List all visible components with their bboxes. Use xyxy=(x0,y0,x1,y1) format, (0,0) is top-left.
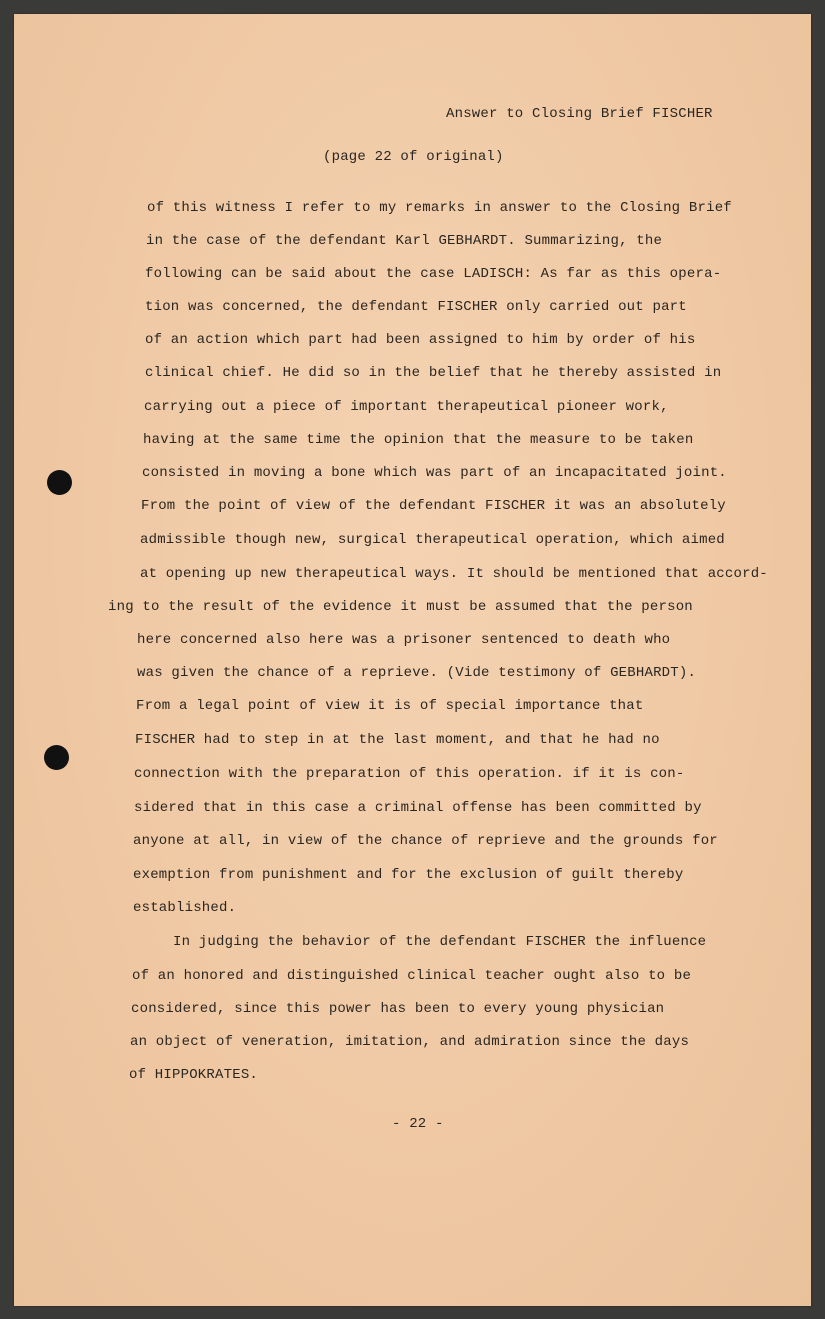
text-line-13: ing to the result of the evidence it must be assumed that the person xyxy=(108,599,693,615)
text-line-22: established. xyxy=(133,900,237,916)
document-page xyxy=(14,14,811,1306)
text-line-15: was given the chance of a reprieve. (Vide testimony of GEBHARDT). xyxy=(137,665,697,681)
text-line-18: connection with the preparation of this operation. if it is con- xyxy=(134,766,685,782)
text-line-20: anyone at all, in view of the chance of reprieve and the grounds for xyxy=(133,833,718,849)
text-line-8: having at the same time the opinion that the measure to be taken xyxy=(143,432,694,448)
text-line-12: at opening up new therapeutical ways. It should be mentioned that accord- xyxy=(140,566,768,582)
paragraph-2-line-2: of an honored and distinguished clinical teacher ought also to be xyxy=(132,968,692,984)
text-line-21: exemption from punishment and for the exclusion of guilt thereby xyxy=(133,867,684,883)
paragraph-2-line-4: an object of veneration, imitation, and admiration since the days xyxy=(130,1034,690,1050)
text-line-10: From the point of view of the defendant FISCHER it was an absolutely xyxy=(141,498,726,514)
text-line-5: of an action which part had been assigned to him by order of his xyxy=(145,332,696,348)
punch-hole-upper xyxy=(47,470,72,495)
text-line-9: consisted in moving a bone which was part of an incapacitated joint. xyxy=(142,465,727,481)
text-line-6: clinical chief. He did so in the belief that he thereby assisted in xyxy=(145,365,722,381)
text-line-3: following can be said about the case LADISCH: As far as this opera- xyxy=(145,266,722,282)
paragraph-2-line-3: considered, since this power has been to every young physician xyxy=(131,1001,665,1017)
text-line-4: tion was concerned, the defendant FISCHER only carried out part xyxy=(145,299,687,315)
text-line-17: FISCHER had to step in at the last moment, and that he had no xyxy=(135,732,660,748)
document-header: Answer to Closing Brief FISCHER xyxy=(446,106,713,122)
paragraph-2-line-1: In judging the behavior of the defendant FISCHER the influence xyxy=(173,934,707,950)
original-page-reference: (page 22 of original) xyxy=(323,149,504,165)
text-line-7: carrying out a piece of important therapeutical pioneer work, xyxy=(144,399,669,415)
page-number: - 22 - xyxy=(392,1116,444,1132)
text-line-14: here concerned also here was a prisoner sentenced to death who xyxy=(137,632,671,648)
text-line-11: admissible though new, surgical therapeutical operation, which aimed xyxy=(140,532,725,548)
text-line-2: in the case of the defendant Karl GEBHARDT. Summarizing, the xyxy=(146,233,663,249)
paragraph-2-line-5: of HIPPOKRATES. xyxy=(129,1067,259,1083)
punch-hole-lower xyxy=(44,745,69,770)
text-line-16: From a legal point of view it is of special importance that xyxy=(136,698,644,714)
text-line-1: of this witness I refer to my remarks in answer to the Closing Brief xyxy=(147,200,732,216)
text-line-19: sidered that in this case a criminal offense has been committed by xyxy=(134,800,702,816)
